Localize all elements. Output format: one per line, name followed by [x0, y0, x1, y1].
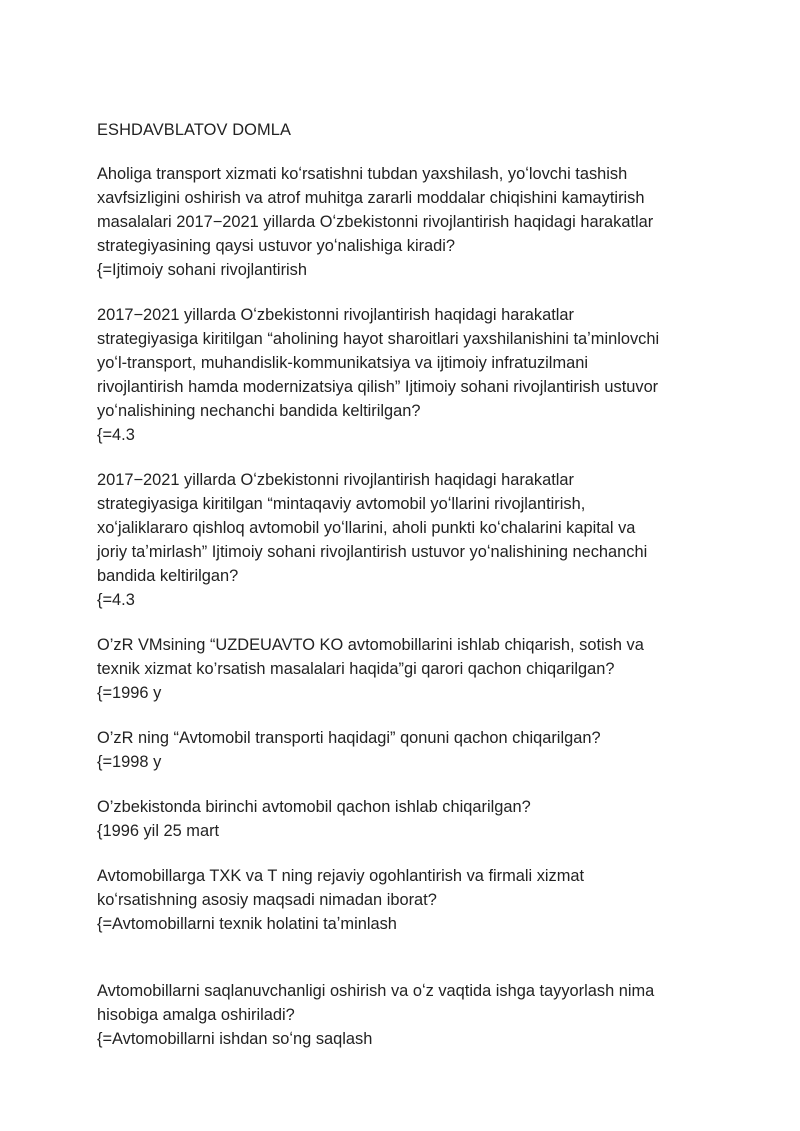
answer-text: {=Ijtimoiy sohani rivojlantirish: [97, 261, 307, 279]
document-body: [97, 118, 737, 1072]
question-line: joriy taʼmirlash” Ijtimoiy sohani rivojlantirish ustuvor yoʻnalishining nechanchi: [97, 543, 648, 561]
answer-text: {=4.3: [97, 426, 135, 444]
question-block: [97, 864, 737, 936]
question-line: rivojlantirish hamda modernizatsiya qilish” Ijtimoiy sohani rivojlantirish ustuvor: [97, 378, 659, 396]
question-line: koʻrsatishning asosiy maqsadi nimadan iborat?: [97, 891, 437, 909]
question-text: [97, 864, 737, 912]
question-block: [97, 468, 737, 612]
question-block: [97, 303, 737, 447]
answer-text: {=4.3: [97, 591, 135, 609]
page-title: ESHDAVBLATOV DOMLA: [97, 121, 291, 139]
question-line: O’zbekistonda birinchi avtomobil qachon ishlab chiqarilgan?: [97, 798, 531, 816]
question-line: 2017−2021 yillarda Oʻzbekistonni rivojlantirish haqidagi harakatlar: [97, 306, 574, 324]
question-block: [97, 162, 737, 282]
answer-text: {=1998 y: [97, 753, 162, 771]
question-text: [97, 303, 737, 423]
question-line: xavfsizligini oshirish va atrof muhitga zararli moddalar chiqishini kamaytirish: [97, 189, 645, 207]
question-line: hisobiga amalga oshiriladi?: [97, 1006, 295, 1024]
question-line: yoʻl-transport, muhandislik-kommunikatsiya va ijtimoiy infratuzilmani: [97, 354, 588, 372]
question-line: masalalari 2017−2021 yillarda Oʻzbekistonni rivojlantirish haqidagi harakatlar: [97, 213, 654, 231]
question-line: O’zR ning “Avtomobil transporti haqidagi” qonuni qachon chiqarilgan?: [97, 729, 601, 747]
question-line: Aholiga transport xizmati koʻrsatishni tubdan yaxshilash, yoʻlovchi tashish: [97, 165, 628, 183]
question-text: [97, 795, 737, 819]
question-line: strategiyasiga kiritilgan “aholining hayot sharoitlari yaxshilanishini taʼminlovchi: [97, 330, 660, 348]
question-text: [97, 162, 737, 258]
question-line: 2017−2021 yillarda Oʻzbekistonni rivojlantirish haqidagi harakatlar: [97, 471, 574, 489]
question-block: [97, 726, 737, 774]
question-text: [97, 633, 737, 681]
question-block: [97, 633, 737, 705]
question-line: texnik xizmat ko’rsatish masalalari haqida”gi qarori qachon chiqarilgan?: [97, 660, 615, 678]
answer-text: {1996 yil 25 mart: [97, 822, 220, 840]
question-line: strategiyasining qaysi ustuvor yoʻnalishiga kiradi?: [97, 237, 456, 255]
question-line: Avtomobillarga TXK va T ning rejaviy ogohlantirish va firmali xizmat: [97, 867, 585, 885]
question-text: [97, 726, 737, 750]
question-line: bandida keltirilgan?: [97, 567, 239, 585]
question-line: Avtomobillarni saqlanuvchanligi oshirish va oʻz vaqtida ishga tayyorlash nima: [97, 982, 655, 1000]
question-line: yoʻnalishining nechanchi bandida keltirilgan?: [97, 402, 421, 420]
question-text: [97, 468, 737, 588]
answer-text: {=Avtomobillarni texnik holatini taʼminlash: [97, 915, 397, 933]
question-line: strategiyasiga kiritilgan “mintaqaviy avtomobil yoʻllarini rivojlantirish,: [97, 495, 586, 513]
answer-text: {=1996 y: [97, 684, 162, 702]
question-line: xoʻjaliklararo qishloq avtomobil yoʻllarini, aholi punkti koʻchalarini kapital va: [97, 519, 636, 537]
question-block: [97, 795, 737, 843]
question-block: [97, 979, 737, 1051]
answer-text: {=Avtomobillarni ishdan soʻng saqlash: [97, 1030, 373, 1048]
question-text: [97, 979, 737, 1027]
question-line: O’zR VMsining “UZDEUAVTO KO avtomobillarini ishlab chiqarish, sotish va: [97, 636, 644, 654]
